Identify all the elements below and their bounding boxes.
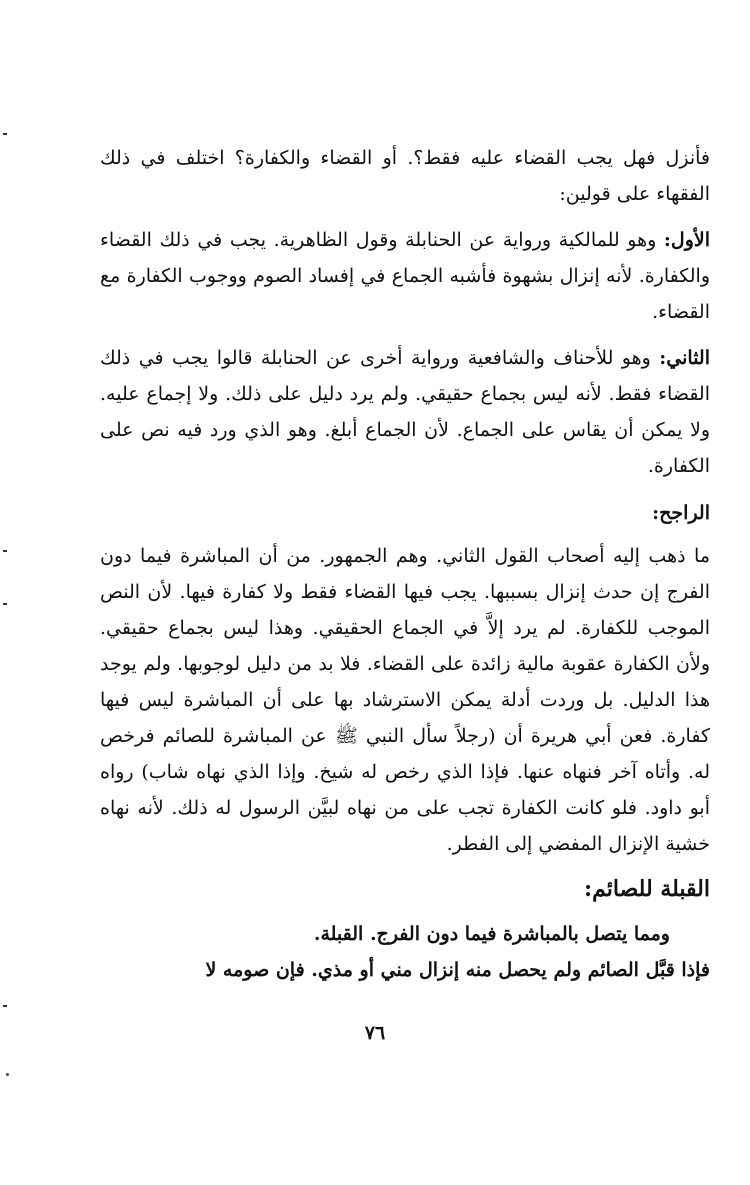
paragraph-kissing-ruling: فإذا قبَّل الصائم ولم يحصل منه إنزال مني أو مذي. فإن صومه لا [205,959,710,981]
second-opinion-label: الثاني: [659,347,710,369]
paragraph-intro: فأنزل فهل يجب القضاء عليه فقط؟. أو القضاء والكفارة؟ اختلف في ذلك الفقهاء على قولين: [100,147,710,205]
margin-dot [6,1073,9,1076]
page-number: ٧٦ [364,1022,386,1044]
margin-mark [3,133,7,135]
heading-preferred: الراجح: [652,502,710,524]
paragraph-second-opinion [100,340,710,484]
margin-mark [3,1005,7,1007]
heading-kissing: القبلة للصائم: [584,876,710,902]
first-opinion-label: الأول: [663,229,710,251]
paragraph-first-opinion [100,222,710,330]
second-opinion-text: وهو للأحناف والشافعية ورواية أخرى عن الحنابلة قالوا يجب في ذلك القضاء فقط. لأنه ليس بجماع حقيقي. ولم يرد دليل على ذلك. ولا إجماع عليه. ولا يمكن أن يقاس على الجماع. لأن الجماع أبلغ. وهو الذي ورد فيه نص على الكفارة. [100,347,710,477]
margin-mark [3,550,7,552]
first-opinion-text: وهو للمالكية ورواية عن الحنابلة وقول الظاهرية. يجب في ذلك القضاء والكفارة. لأنه إنزال بشهوة فأشبه الجماع في إفساد الصوم ووجوب الكفارة مع القضاء. [100,229,710,323]
paragraph-kissing-intro: ومما يتصل بالمباشرة فيما دون الفرج. القبلة. [313,923,670,945]
margin-mark [3,603,7,605]
paragraph-preferred: ما ذهب إليه أصحاب القول الثاني. وهم الجمهور. من أن المباشرة فيما دون الفرج إن حدث إنزال بسببها. يجب فيها القضاء فقط ولا كفارة فيها. لأن النص الموجب للكفارة. لم يرد إلاَّ في الجماع الحقيقي. وهذا ليس بجماع حقيقي. ولأن الكفارة عقوبة مالية زائدة على القضاء. فلا بد من دليل لوجوبها. ولم يوجد هذا الدليل. بل وردت أدلة يمكن الاسترشاد بها على أن المباشرة ليس فيها كفارة. فعن أبي هريرة أن (رجلاً سأل النبي ﷺ عن المباشرة للصائم فرخص له. وأتاه آخر فنهاه عنها. فإذا الذي رخص له شيخ. وإذا الذي نهاه شاب) رواه أبو داود. فلو كانت الكفارة تجب على من نهاه لبيَّن الرسول له ذلك. لأنه نهاه خشية الإنزال المفضي إلى الفطر. [100,545,710,855]
page-body [100,140,710,988]
